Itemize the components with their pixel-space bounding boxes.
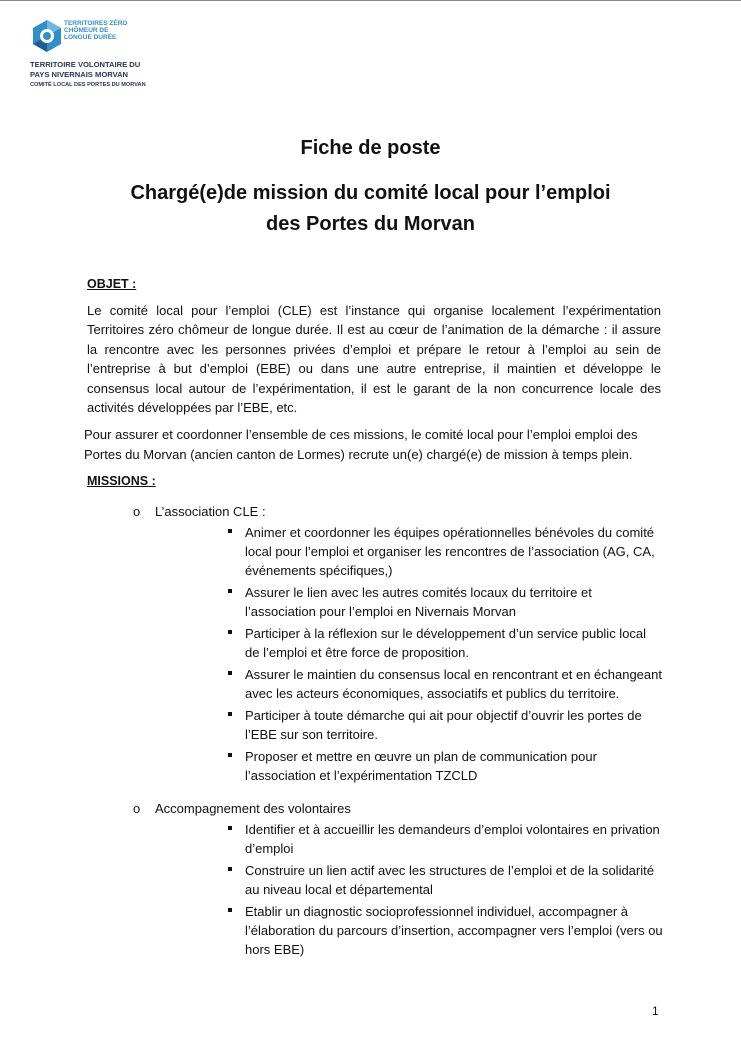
mission-group xyxy=(133,502,664,521)
square-bullet-icon xyxy=(228,753,232,757)
mission-group xyxy=(133,799,664,818)
mission-group-label: Accompagnement des volontaires xyxy=(155,801,351,817)
mission-item-text: Identifier et à accueillir les demandeurs d’emploi volontaires en privation d’emploi xyxy=(245,822,660,857)
mission-item-text: Assurer le maintien du consensus local en rencontrant et en échangeant avec les acteurs économiques, associatifs et publics du territoire. xyxy=(245,667,662,702)
mission-item-text: Proposer et mettre en œuvre un plan de communication pour l’association et l’expérimentation TZCLD xyxy=(245,749,597,784)
tzcld-hexagon-icon xyxy=(30,19,64,53)
square-bullet-icon xyxy=(228,867,232,871)
section-heading-missions: MISSIONS : xyxy=(87,474,156,489)
square-bullet-icon xyxy=(228,529,232,533)
mission-item xyxy=(228,861,664,899)
circle-bullet-icon: o xyxy=(133,801,141,817)
mission-item-text: Assurer le lien avec les autres comités locaux du territoire et l’association pour l’emploi en Nivernais Morvan xyxy=(245,585,592,620)
mission-item xyxy=(228,820,664,858)
logo-subtitle: COMITÉ LOCAL DES PORTES DU MORVAN xyxy=(30,82,146,88)
paragraph: Pour assurer et coordonner l’ensemble de ces missions, le comité local pour l’emploi emploi des Portes du Morvan (ancien canton de Lormes) recrute un(e) chargé(e) de mission à temps plein. xyxy=(84,427,638,462)
square-bullet-icon xyxy=(228,712,232,716)
square-bullet-icon xyxy=(228,589,232,593)
mission-item xyxy=(228,902,664,959)
square-bullet-icon xyxy=(228,630,232,634)
page-number: 1 xyxy=(652,1004,659,1018)
logo-line: PAYS NIVERNAIS MORVAN xyxy=(30,70,129,79)
mission-item-text: Participer à toute démarche qui ait pour objectif d’ouvrir les portes de l’EBE sur son territoire. xyxy=(245,708,642,743)
square-bullet-icon xyxy=(228,908,232,912)
square-bullet-icon xyxy=(228,671,232,675)
mission-group-label: L’association CLE : xyxy=(155,504,266,520)
mission-item xyxy=(228,624,664,662)
page-title: Fiche de poste xyxy=(300,137,441,159)
logo xyxy=(28,17,158,92)
mission-item-text: Etablir un diagnostic socioprofessionnel individuel, accompagner à l’élaboration du parcours d’insertion, accompagner vers l’emploi (vers ou hors EBE) xyxy=(245,904,663,958)
document-body xyxy=(84,277,664,962)
job-title-line-2: des Portes du Morvan xyxy=(266,213,475,235)
mission-item-text: Participer à la réflexion sur le développement d’un service public local de l’emploi et être force de proposition. xyxy=(245,626,647,661)
mission-item-text: Construire un lien actif avec les structures de l’emploi et de la solidarité au niveau local et départemental xyxy=(245,863,654,898)
job-title-line-1: Chargé(e)de mission du comité local pour l’emploi xyxy=(130,182,611,204)
mission-item xyxy=(228,747,664,785)
section-heading-objet: OBJET : xyxy=(87,277,137,291)
mission-item-text: Animer et coordonner les équipes opérationnelles bénévoles du comité local pour l’emploi et organiser les rencontres de l’association (AG, CA, événements spécifiques,) xyxy=(245,525,655,579)
mission-item xyxy=(228,583,664,621)
square-bullet-icon xyxy=(228,826,232,830)
logo-lines xyxy=(30,60,140,80)
mission-item xyxy=(228,706,664,744)
circle-bullet-icon: o xyxy=(133,504,141,520)
mission-item xyxy=(228,523,664,580)
logo-line: TERRITOIRE VOLONTAIRE DU xyxy=(30,60,141,69)
mission-item xyxy=(228,665,664,703)
paragraph: Le comité local pour l’emploi (CLE) est l’instance qui organise localement l’expérimentation Territoires zéro chômeur de longue durée. Il est au cœur de l’animation de la démarche : il assure la rencontre avec les personnes privées d’emploi et prépare le retour à l’emploi au sein de l’entreprise à but d’emploi (EBE) ou dans une autre entreprise, il maintien et développe le consensus local autour de l’expérimentation, il est le garant de la non concurrence locale des activités développées par l’EBE, etc. xyxy=(87,303,661,416)
missions-list xyxy=(84,502,664,959)
logo-brand: TERRITOIRES ZÉRO CHÔMEUR DE LONGUE DURÉE xyxy=(64,20,128,41)
